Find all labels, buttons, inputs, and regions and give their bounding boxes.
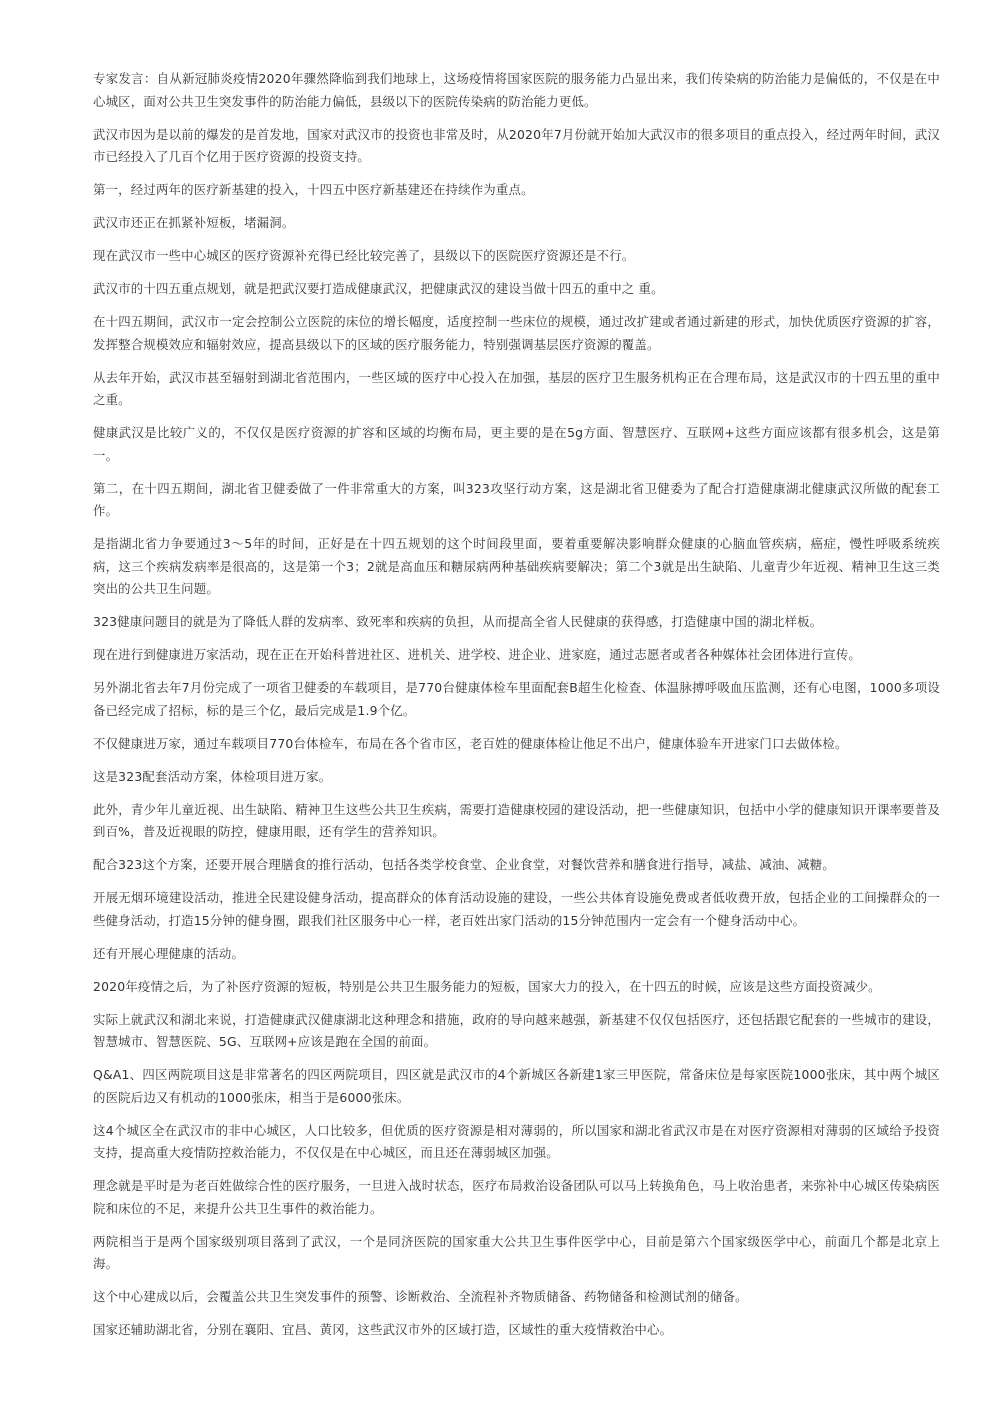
paragraph: 第一，经过两年的医疗新基建的投入，十四五中医疗新基建还在持续作为重点。 bbox=[93, 182, 534, 197]
paragraph: 武汉市还正在抓紧补短板，堵漏洞。 bbox=[93, 215, 295, 230]
paragraph: 另外湖北省去年7月份完成了一项省卫健委的车载项目，是770台健康体检车里面配套B超生化检查、体温脉搏呼吸血压监测，还有心电图，1000多项设备已经完成了招标，标的是三个亿，最后完成是1.9个亿。 bbox=[93, 680, 940, 718]
paragraph: 实际上就武汉和湖北来说，打造健康武汉健康湖北这种理念和措施，政府的导向越来越强，新基建不仅仅包括医疗，还包括跟它配套的一些城市的建设，智慧城市、智慧医院、5G、互联网+应该是跑在全国的前面。 bbox=[93, 1011, 940, 1049]
paragraph: 从去年开始，武汉市甚至辐射到湖北省范围内，一些区域的医疗中心投入在加强，基层的医疗卫生服务机构正在合理布局，这是武汉市的十四五里的重中之重。 bbox=[93, 369, 940, 407]
paragraph: 323健康问题目的就是为了降低人群的发病率、致死率和疾病的负担，从而提高全省人民健康的获得感，打造健康中国的湖北样板。 bbox=[93, 614, 823, 629]
paragraph: 此外，青少年儿童近视、出生缺陷、精神卫生这些公共卫生疾病，需要打造健康校园的建设活动，把一些健康知识，包括中小学的健康知识开课率要普及到百%，普及近视眼的防控，健康用眼，还有学生的营养知识。 bbox=[93, 801, 940, 839]
paragraph: 武汉市的十四五重点规划，就是把武汉要打造成健康武汉，把健康武汉的建设当做十四五的重中之 重。 bbox=[93, 281, 664, 296]
paragraph: 现在进行到健康进万家活动，现在正在开始科普进社区、进机关、进学校、进企业、进家庭，通过志愿者或者各种媒体社会团体进行宣传。 bbox=[93, 647, 862, 662]
paragraph: 开展无烟环境建设活动，推进全民建设健身活动，提高群众的体育活动设施的建设，一些公共体育设施免费或者低收费开放，包括企业的工间操群众的一些健身活动，打造15分钟的健身圈，跟我们社区服务中心一样，老百姓出家门活动的15分钟范围内一定会有一个健身活动中心。 bbox=[93, 890, 940, 928]
paragraph: 第二，在十四五期间，湖北省卫健委做了一件非常重大的方案，叫323攻坚行动方案，这是湖北省卫健委为了配合打造健康湖北健康武汉所做的配套工作。 bbox=[93, 480, 940, 518]
paragraph: 这是323配套活动方案，体检项目进万家。 bbox=[93, 768, 332, 784]
paragraph: 是指湖北省力争要通过3～5年的时间，正好是在十四五规划的这个时间段里面，要着重要解决影响群众健康的心脑血管疾病，癌症，慢性呼吸系统疾病，这三个疾病发病率是很高的，这是第一个3；2就是高血压和糖尿病两种基础疾病要解决；第二个3就是出生缺陷、儿童青少年近视、精神卫生这三类突出的公共卫生问题。 bbox=[93, 536, 940, 596]
paragraph: 还有开展心理健康的活动。 bbox=[93, 945, 245, 961]
paragraph: 这4个城区全在武汉市的非中心城区，人口比较多，但优质的医疗资源是相对薄弱的，所以国家和湖北省武汉市是在对医疗资源相对薄弱的区域给予投资支持，提高重大疫情防控救治能力，不仅仅是在中心城区，而且还在薄弱城区加强。 bbox=[93, 1122, 940, 1160]
paragraph: 在十四五期间，武汉市一定会控制公立医院的床位的增长幅度，适度控制一些床位的规模，通过改扩建或者通过新建的形式，加快优质医疗资源的扩容，发挥整合规模效应和辐射效应，提高县级以下的区域的医疗服务能力，特别强调基层医疗资源的覆盖。 bbox=[93, 314, 940, 352]
paragraph: 健康武汉是比较广义的，不仅仅是医疗资源的扩容和区域的均衡布局，更主要的是在5g方面、智慧医疗、互联网+这些方面应该都有很多机会，这是第一。 bbox=[93, 425, 940, 463]
paragraph: 2020年疫情之后，为了补医疗资源的短板，特别是公共卫生服务能力的短板，国家大力的投入，在十四五的时候，应该是这些方面投资减少。 bbox=[93, 978, 881, 994]
paragraph: 理念就是平时是为老百姓做综合性的医疗服务，一旦进入战时状态，医疗布局救治设备团队可以马上转换角色，马上收治患者，来弥补中心城区传染病医院和床位的不足，来提升公共卫生事件的救治能力。 bbox=[93, 1178, 940, 1216]
paragraph: 两院相当于是两个国家级别项目落到了武汉，一个是同济医院的国家重大公共卫生事件医学中心，目前是第六个国家级医学中心，前面几个都是北京上海。 bbox=[93, 1233, 940, 1271]
paragraph: 专家发言：自从新冠肺炎疫情2020年骤然降临到我们地球上，这场疫情将国家医院的服务能力凸显出来，我们传染病的防治能力是偏低的，不仅是在中心城区，面对公共卫生突发事件的防治能力偏低，县级以下的医院传染病的防治能力更低。 bbox=[93, 71, 940, 109]
paragraph: 这个中心建成以后，会覆盖公共卫生突发事件的预警、诊断救治、全流程补齐物质储备、药物储备和检测试剂的储备。 bbox=[93, 1289, 748, 1304]
paragraph: 国家还辅助湖北省，分别在襄阳、宜昌、黄冈，这些武汉市外的区域打造，区域性的重大疫情救治中心。 bbox=[93, 1322, 673, 1337]
paragraph: 不仅健康进万家，通过车载项目770台体检车，布局在各个省市区，老百姓的健康体检让他足不出户，健康体验车开进家门口去做体检。 bbox=[93, 735, 848, 751]
paragraph: Q&A1、四区两院项目这是非常著名的四区两院项目，四区就是武汉市的4个新城区各新建1家三甲医院，常备床位是每家医院1000张床，其中两个城区的医院后边又有机动的1000张床，相当于是6000张床。 bbox=[93, 1067, 940, 1105]
paragraph: 现在武汉市一些中心城区的医疗资源补充得已经比较完善了，县级以下的医院医疗资源还是不行。 bbox=[93, 248, 635, 263]
paragraph: 配合323这个方案，还要开展合理膳食的推行活动，包括各类学校食堂、企业食堂，对餐饮营养和膳食进行指导，减盐、减油、减糖。 bbox=[93, 857, 835, 872]
paragraph: 武汉市因为是以前的爆发的是首发地，国家对武汉市的投资也非常及时，从2020年7月份就开始加大武汉市的很多项目的重点投入，经过两年时间，武汉市已经投入了几百个亿用于医疗资源的投资支持。 bbox=[93, 126, 940, 164]
